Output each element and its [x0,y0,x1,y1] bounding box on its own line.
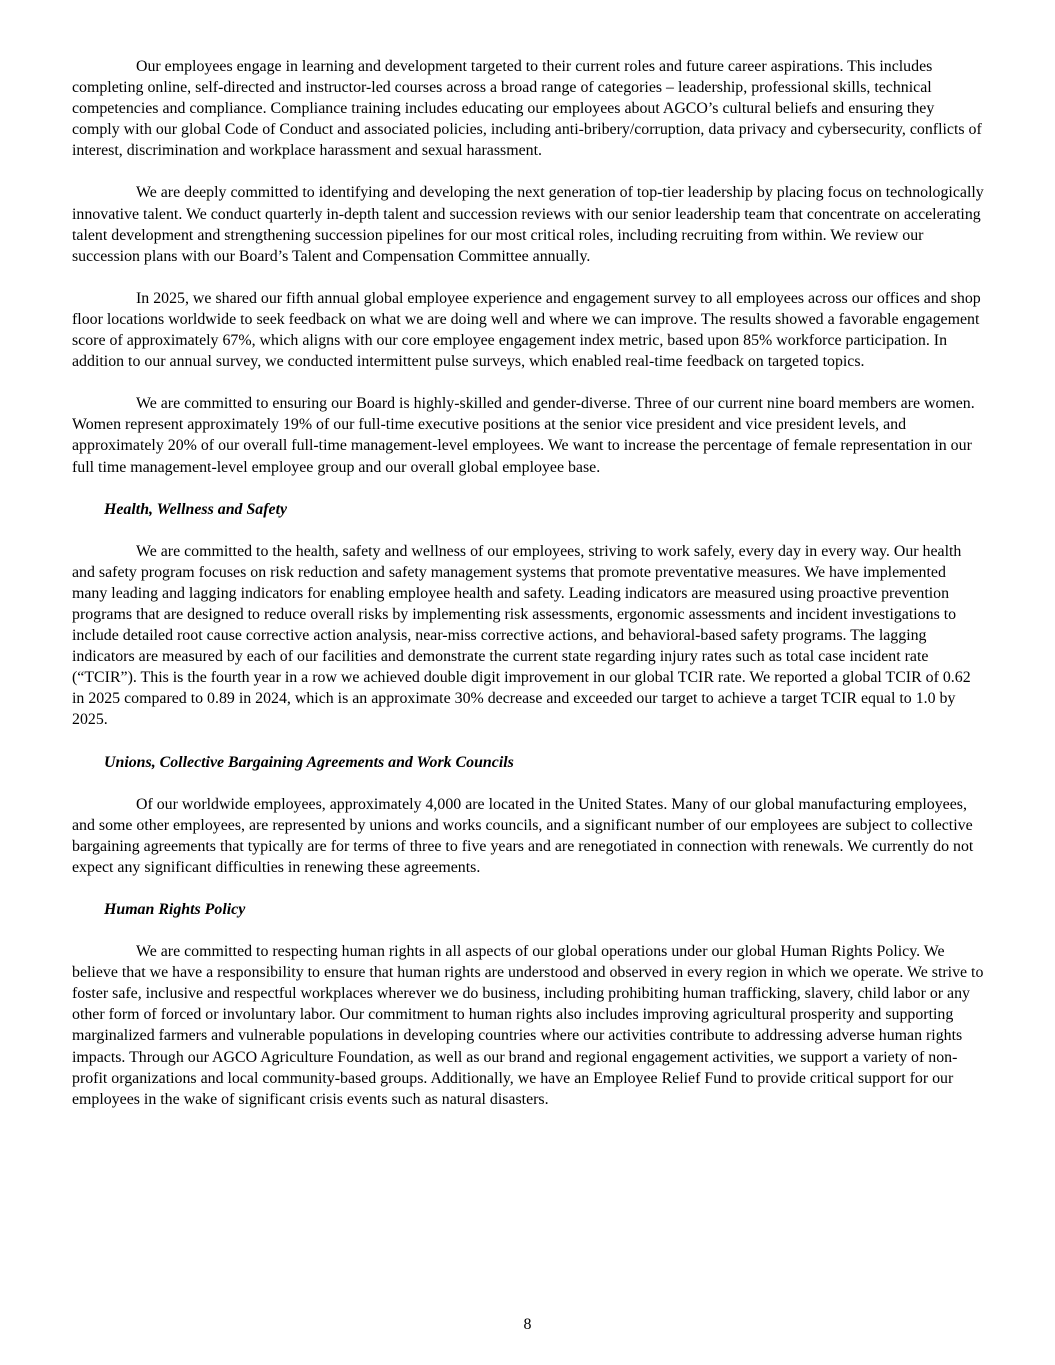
spacer [72,478,984,499]
spacer [72,372,984,393]
paragraph-engagement-survey: In 2025, we shared our fifth annual global employee experience and engagement survey to all employees across our offices and shop floor locations worldwide to seek feedback on what we are doing well and where we can improve. The results showed a favorable engagement score of approximately 67%, which aligns with our core employee engagement index metric, based upon 85% workforce participation. In addition to our annual survey, we conducted intermittent pulse surveys, which enabled real-time feedback on targeted topics. [72,289,981,371]
paragraph-human-rights: We are committed to respecting human rights in all aspects of our global operations under our global Human Rights Policy. We believe that we have a responsibility to ensure that human rights are understood and observed in every region in which we operate. We strive to foster safe, inclusive and respectful workplaces wherever we do business, including prohibiting human trafficking, slavery, child labor or any other form of forced or involuntary labor. Our commitment to human rights also includes improving agricultural prosperity and supporting marginalized farmers and vulnerable populations in developing countries where our activities contribute to addressing adverse human rights impacts. Through our AGCO Agriculture Foundation, as well as our brand and regional engagement activities, we support a variety of non-profit organizations and local community-based groups. Additionally, we have an Employee Relief Fund to provide critical support for our employees in the wake of significant crisis events such as natural disasters. [72,943,984,1108]
heading-unions: Unions, Collective Bargaining Agreements and Work Councils [104,753,514,771]
document-body [72,56,984,1110]
heading-health-wellness-safety: Health, Wellness and Safety [104,500,288,518]
spacer [72,731,984,752]
spacer [72,920,984,941]
spacer [72,520,984,541]
heading-human-rights-policy: Human Rights Policy [104,901,246,918]
page-number: 8 [523,1316,532,1333]
paragraph-health-safety: We are committed to the health, safety and wellness of our employees, striving to work safely, every day in every way. Our health and safety program focuses on risk reduction and safety management systems that promote preventative measures. We have implemented many leading and lagging indicators for enabling employee health and safety. Leading indicators are measured using proactive prevention programs that are designed to reduce overall risks by implementing risk assessments, ergonomic assessments and incident investigations to include detailed root cause corrective action analysis, near-miss corrective actions, and behavioral-based safety programs. The lagging indicators are measured by each of our facilities and demonstrate the current state regarding injury rates such as total case incident rate (“TCIR”). This is the fourth year in a row we achieved double digit improvement in our global TCIR rate. We reported a global TCIR of 0.62 in 2025 compared to 0.89 in 2024, which is an approximate 30% decrease and exceeded our target to achieve a target TCIR equal to 1.0 by 2025. [72,542,971,729]
spacer [72,267,984,288]
spacer [72,161,984,182]
paragraph-learning-development: Our employees engage in learning and development targeted to their current roles and future career aspirations. This includes completing online, self-directed and instructor-led courses across a broad range of categories – leadership, professional skills, technical competencies and compliance. Compliance training includes educating our employees about AGCO’s cultural beliefs and ensuring they comply with our global Code of Conduct and associated policies, including anti-bribery/corruption, data privacy and cybersecurity, conflicts of interest, discrimination and workplace harassment and sexual harassment. [72,58,982,160]
paragraph-unions: Of our worldwide employees, approximately 4,000 are located in the United States. Many of our global manufacturing employees, and some other employees, are represented by unions and works councils, and a significant number of our employees are subject to collective bargaining agreements that typically are for terms of three to five years and are renegotiated in connection with renewals. We currently do not expect any significant difficulties in renewing these agreements. [72,795,974,876]
paragraph-leadership-succession: We are deeply committed to identifying and developing the next generation of top-tier leadership by placing focus on technologically innovative talent. We conduct quarterly in-depth talent and succession reviews with our senior leadership team that concentrate on accelerating talent development and strengthening succession pipelines for our most critical roles, including recruiting from within. We review our succession plans with our Board’s Talent and Compensation Committee annually. [72,184,984,265]
spacer [72,878,984,899]
paragraph-board-diversity: We are committed to ensuring our Board is highly-skilled and gender-diverse. Three of our current nine board members are women. Women represent approximately 19% of our full-time executive positions at the senior vice president and vice president levels, and approximately 20% of our overall full-time management-level employees. We want to increase the percentage of female representation in our full time management-level employee group and our overall global employee base. [72,395,975,476]
spacer [72,773,984,794]
